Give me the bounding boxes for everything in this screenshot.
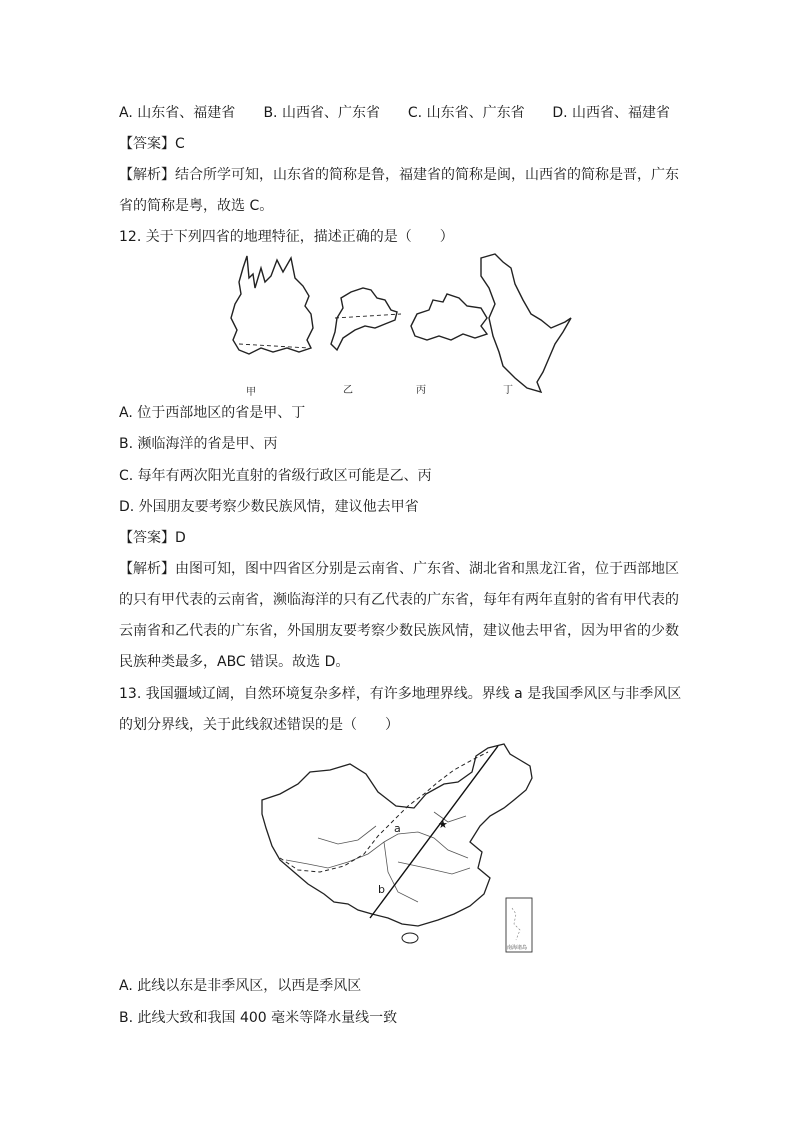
q13-inset-label: 南海诸岛 [507, 945, 528, 951]
q13-stem-line-2: 的划分界线，关于此线叙述错误的是（ ） [119, 717, 399, 733]
capital-star-icon: ★ [438, 818, 448, 831]
q13-stem-line-1: 13. 我国疆域辽阔，自然环境复杂多样，有许多地理界线。界线 a 是我国季风区与非季风区 [119, 686, 682, 702]
province-outline-yi [331, 288, 397, 350]
q11-option-d: D. 山西省、福建省 [552, 105, 671, 121]
q12-analysis-line-1: 【解析】由图可知，图中四省区分别是云南省、广东省、湖北省和黑龙江省，位于西部地区 [119, 561, 679, 577]
boundary-straight-line [370, 746, 498, 918]
q12-analysis-line-3: 云南省和乙代表的广东省，外国朋友要考察少数民族风情，建议他去甲省，因为甲省的少数 [119, 623, 679, 639]
q11-options-row [119, 103, 670, 123]
q13-map-label-a: a [394, 822, 401, 835]
q12-analysis-line-4: 民族种类最多，ABC 错误。故选 D。 [119, 654, 350, 670]
q13-option-a: A. 此线以东是非季风区，以西是季风区 [119, 978, 362, 994]
q12-option-d: D. 外国朋友要考察少数民族风情，建议他去甲省 [119, 499, 419, 515]
q12-province-maps [225, 248, 585, 398]
q12-answer: 【答案】D [119, 530, 186, 546]
q13-china-map [258, 742, 548, 957]
q11-analysis-line-2: 省的简称是粤，故选 C。 [119, 198, 274, 214]
q12-option-a: A. 位于西部地区的省是甲、丁 [119, 405, 306, 421]
province-outline-jia [231, 256, 313, 354]
q12-analysis-line-2: 的只有甲代表的云南省，濒临海洋的只有乙代表的广东省，每年有两年直射的省有甲代表的 [119, 592, 679, 608]
q11-option-c: C. 山东省、广东省 [407, 105, 525, 121]
boundary-a-dashed [280, 752, 488, 872]
q12-map-label-bing: 丙 [416, 385, 426, 396]
q12-option-b: B. 濒临海洋的省是甲、丙 [119, 436, 278, 452]
q12-map-label-jia: 甲 [246, 387, 256, 398]
province-outline-ding [481, 254, 571, 392]
q11-analysis-line-1: 【解析】结合所学可知，山东省的简称是鲁，福建省的简称是闽，山西省的简称是晋，广东 [119, 167, 679, 183]
q13-option-b: B. 此线大致和我国 400 毫米等降水量线一致 [119, 1010, 398, 1026]
q11-option-a: A. 山东省、福建省 [119, 105, 236, 121]
q12-map-label-ding: 丁 [503, 385, 513, 396]
q13-map-label-b: b [378, 883, 385, 896]
province-outline-bing [411, 294, 487, 340]
q12-option-c: C. 每年有两次阳光直射的省级行政区可能是乙、丙 [119, 468, 432, 484]
q11-option-b: B. 山西省、广东省 [263, 105, 380, 121]
q12-stem: 12. 关于下列四省的地理特征，描述正确的是（ ） [119, 229, 454, 245]
q11-answer: 【答案】C [119, 136, 185, 152]
hainan-island [402, 933, 418, 943]
q12-map-label-yi: 乙 [343, 385, 353, 396]
